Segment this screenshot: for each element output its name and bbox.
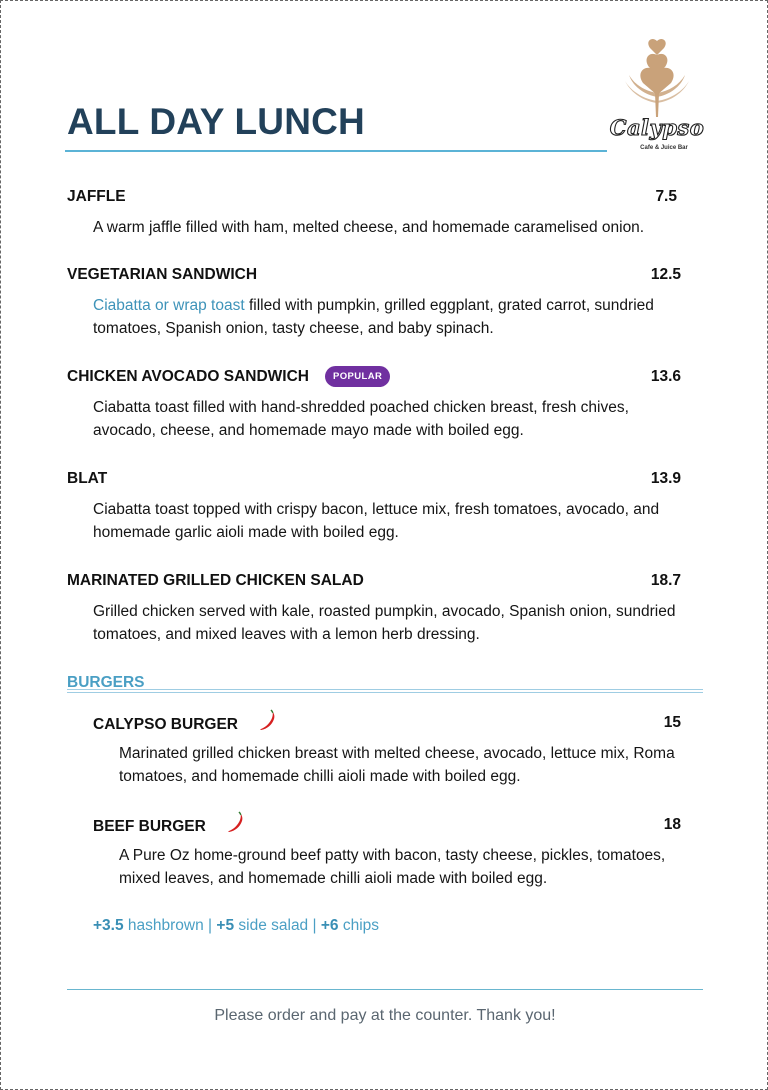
- footer-divider: [67, 989, 703, 990]
- addon-price: +5: [216, 917, 235, 934]
- menu-item: [67, 187, 681, 239]
- menu-item: [67, 367, 681, 442]
- item-description: Marinated grilled chicken breast with melted cheese, avocado, lettuce mix, Roma tomatoes, and homemade chilli aioli made with boiled egg.: [119, 745, 675, 785]
- item-price: 12.5: [650, 266, 681, 283]
- item-name: MARINATED GRILLED CHICKEN SALAD: [67, 572, 364, 589]
- addon-label: hashbrown: [123, 917, 204, 934]
- item-price: 18: [663, 816, 681, 833]
- menu-item: [67, 469, 681, 544]
- item-description-text: filled with pumpkin, grilled eggplant, grated carrot, sundried tomatoes, Spanish onion, tasty cheese, and baby spinach.: [93, 297, 654, 337]
- item-name: BEEF BURGER: [93, 817, 206, 835]
- burger-addons: [93, 917, 379, 935]
- item-name: CALYPSO BURGER: [93, 715, 238, 733]
- menu-item: [67, 265, 681, 340]
- item-name: CHICKEN AVOCADO SANDWICH: [67, 368, 309, 385]
- addon-label: side salad: [234, 917, 309, 934]
- item-price: 7.5: [655, 188, 677, 205]
- item-description: A warm jaffle filled with ham, melted cheese, and homemade caramelised onion.: [93, 219, 645, 236]
- page-title: ALL DAY LUNCH: [67, 101, 365, 142]
- item-description: Ciabatta toast filled with hand-shredded poached chicken breast, fresh chives, avocado, cheese, and homemade mayo made with boiled egg.: [93, 399, 629, 439]
- section-divider: [67, 689, 703, 693]
- logo-tagline: Cafe & Juice Bar: [640, 145, 688, 151]
- addon-price: +6: [320, 917, 339, 934]
- latte-art-heart-icon: [605, 37, 709, 121]
- footer-note: Please order and pay at the counter. Thank you!: [214, 1007, 556, 1024]
- section-heading-burgers: BURGERS: [67, 674, 145, 691]
- item-price: 18.7: [650, 572, 681, 589]
- item-name: JAFFLE: [67, 188, 126, 205]
- item-name: BLAT: [67, 470, 108, 487]
- item-description: Grilled chicken served with kale, roasted pumpkin, avocado, Spanish onion, sundried tomatoes, and mixed leaves with a lemon herb dressing.: [93, 603, 676, 643]
- calypso-logo: [605, 37, 709, 161]
- chili-pepper-icon: [258, 709, 278, 736]
- title-divider: [65, 150, 607, 152]
- menu-item: [67, 571, 681, 646]
- item-description: Ciabatta toast topped with crispy bacon, lettuce mix, fresh tomatoes, avocado, and homemade garlic aioli made with boiled egg.: [93, 501, 660, 541]
- item-price: 15: [663, 714, 681, 731]
- item-name: VEGETARIAN SANDWICH: [67, 266, 258, 283]
- addon-separator: |: [203, 917, 217, 934]
- item-description: [67, 294, 681, 340]
- bread-option-highlight: Ciabatta or wrap toast: [93, 297, 245, 314]
- addon-price: +3.5: [93, 917, 124, 934]
- popular-badge: POPULAR: [325, 366, 390, 387]
- menu-item: [93, 815, 681, 890]
- item-price: 13.6: [650, 368, 681, 385]
- addon-label: chips: [338, 917, 380, 934]
- item-price: 13.9: [650, 470, 681, 487]
- chili-pepper-icon: [226, 811, 246, 838]
- addon-separator: |: [308, 917, 321, 934]
- menu-item: [93, 713, 681, 788]
- logo-name: Calypso: [609, 115, 705, 140]
- item-description: A Pure Oz home-ground beef patty with bacon, tasty cheese, pickles, tomatoes, mixed leaves, and homemade chilli aioli made with boiled egg.: [119, 847, 666, 887]
